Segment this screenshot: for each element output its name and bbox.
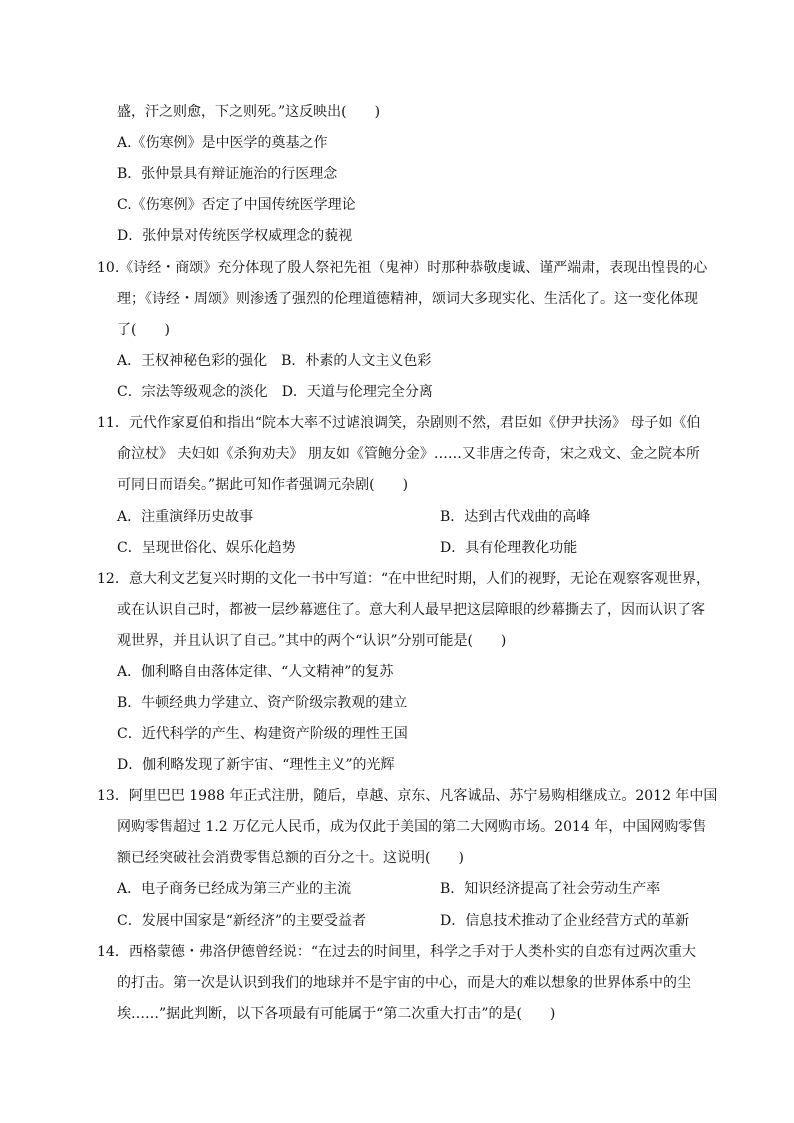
q12-option-d: D．伽利略发现了新宇宙、“理性主义”的光辉 xyxy=(117,757,395,773)
q12-stem-line-3: 观世界，并且认识了自己。”其中的两个“认识”分别可能是( ) xyxy=(117,633,507,649)
q11-stem-line-3: 可同日而语矣。”据此可知作者强调元杂剧( ) xyxy=(117,477,409,493)
q9-option-a: A.《伤寒例》是中医学的奠基之作 xyxy=(117,135,328,151)
q12-stem-line-1: 12．意大利文艺复兴时期的文化一书中写道：“在中世纪时期，人们的视野，无论在观察客观世界， xyxy=(97,571,710,587)
q13-stem-line-1: 13．阿里巴巴 1988 年正式注册，随后，卓越、京东、凡客诚品、苏宁易购相继成立。2012 年中国 xyxy=(97,788,718,804)
q11-option-b: B．达到古代戏曲的高峰 xyxy=(440,509,591,525)
q13-stem-line-2: 网购零售超过 1.2 万亿元人民币，成为仅此于美国的第二大网购市场。2014 年，中国网购零售 xyxy=(117,819,707,835)
q13-option-b: B．知识经济提高了社会劳动生产率 xyxy=(440,881,661,897)
q10-options-row-2: C．宗法等级观念的淡化 D．天道与伦理完全分离 xyxy=(117,384,433,400)
q11-option-d: D．具有伦理教化功能 xyxy=(440,540,578,556)
q11-stem-line-2: 俞泣杖》 夫妇如《杀狗劝夫》 朋友如《管鲍分金》……又非唐之传奇，宋之戏文、金之院本所 xyxy=(117,446,700,462)
q9-stem-tail: 盛，汗之则愈，下之则死。”这反映出( ) xyxy=(117,104,381,120)
q10-stem-line-2: 理；《诗经・周颂》则渗透了强烈的伦理道德精神，颂词大多现实化、生活化了。这一变化体现 xyxy=(117,291,698,307)
q12-stem-line-2: 或在认识自己时，都被一层纱幕遮住了。意大利人最早把这层障眼的纱幕撕去了，因而认识了客 xyxy=(117,602,705,618)
q12-option-c: C．近代科学的产生、构建资产阶级的理性王国 xyxy=(117,726,408,742)
q9-option-b: B．张仲景具有辩证施治的行医理念 xyxy=(117,166,338,182)
q13-option-c: C．发展中国家是“新经济”的主要受益者 xyxy=(117,913,367,929)
q11-option-c: C．呈现世俗化、娱乐化趋势 xyxy=(117,540,296,556)
q9-option-d: D．张仲景对传统医学权威理念的藐视 xyxy=(117,228,353,244)
q12-option-b: B．牛顿经典力学建立、资产阶级宗教观的建立 xyxy=(117,695,408,711)
q11-stem-line-1: 11．元代作家夏伯和指出“院本大率不过谑浪调笑，杂剧则不然，君臣如《伊尹扶汤》 母子如《伯 xyxy=(97,415,701,431)
q13-option-a: A．电子商务已经成为第三产业的主流 xyxy=(117,881,352,897)
q9-option-c: C.《伤寒例》否定了中国传统医学理论 xyxy=(117,197,356,213)
q10-stem-line-1: 10.《诗经・商颂》充分体现了殷人祭祀先祖（鬼神）时那种恭敬虔诚、谨严端肃，表现出惶畏的心 xyxy=(97,260,708,276)
q12-option-a: A．伽利略自由落体定律、“人文精神”的复苏 xyxy=(117,664,394,680)
q13-option-d: D．信息技术推动了企业经营方式的革新 xyxy=(440,913,690,929)
q11-option-a: A．注重演绎历史故事 xyxy=(117,509,254,525)
q14-stem-line-1: 14．西格蒙德・弗洛伊德曾经说：“在过去的时间里，科学之手对于人类朴实的自恋有过两次重大 xyxy=(97,944,696,960)
q10-stem-line-3: 了( ) xyxy=(117,322,170,338)
q13-stem-line-3: 额已经突破社会消费零售总额的百分之十。这说明( ) xyxy=(117,850,464,866)
q14-stem-line-2: 的打击。第一次是认识到我们的地球并不是宇宙的中心，而是大的难以想象的世界体系中的尘 xyxy=(117,975,691,991)
q14-stem-line-3: 埃……”据此判断，以下各项最有可能属于“第二次重大打击”的是( ) xyxy=(117,1006,556,1022)
q10-options-row-1: A．王权神秘色彩的强化 B．朴素的人文主义色彩 xyxy=(117,353,432,369)
